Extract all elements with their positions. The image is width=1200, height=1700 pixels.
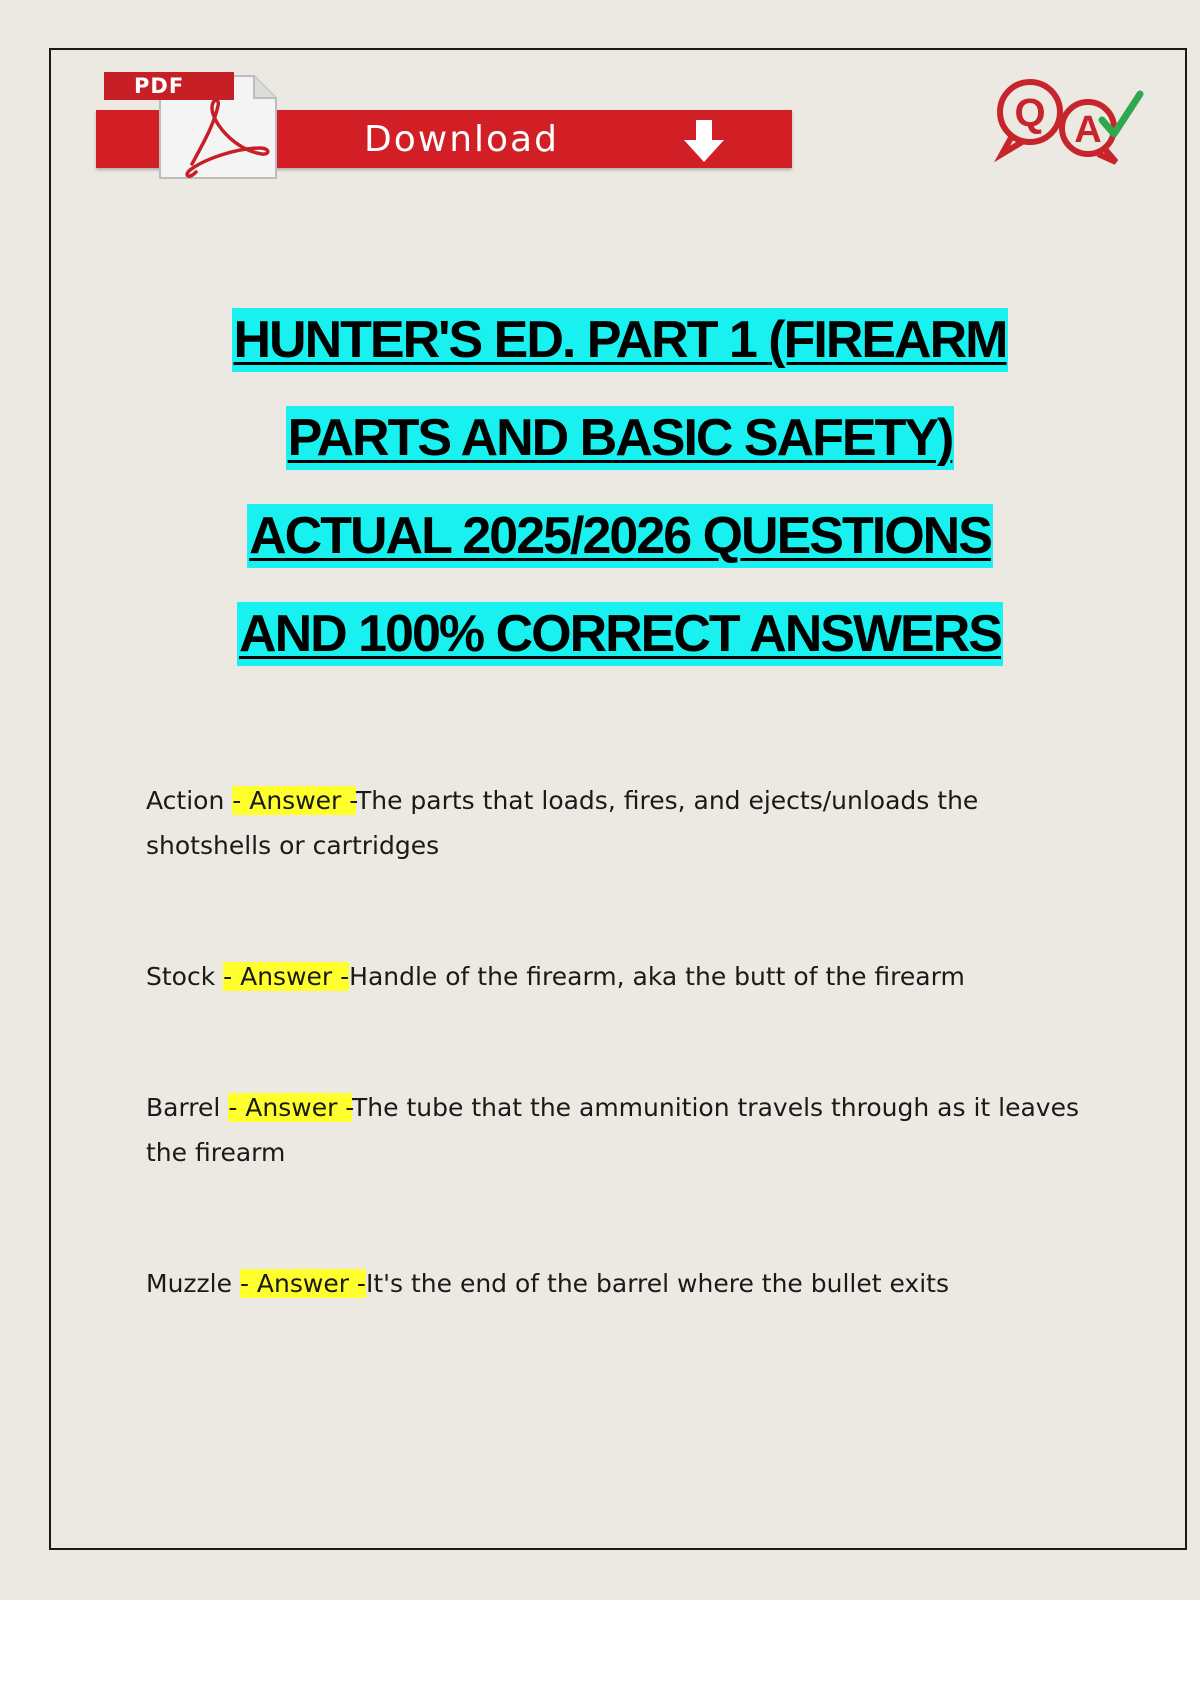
title-line: HUNTER'S ED. PART 1 (FIREARM <box>232 308 1009 372</box>
qa-term: Stock <box>146 962 224 991</box>
qa-answer: It's the end of the barrel where the bullet exits <box>365 1269 949 1298</box>
qa-term: Action <box>146 786 233 815</box>
answer-marker: - Answer - <box>223 962 350 991</box>
download-label[interactable]: Download <box>364 119 559 160</box>
answer-marker: - Answer - <box>232 786 356 815</box>
answer-marker: - Answer - <box>228 1093 353 1122</box>
qa-logo-q: Q <box>1014 91 1046 135</box>
qa-entry-action <box>146 778 1086 868</box>
qa-answer: The tube that the ammunition travels through as it leaves the firearm <box>146 1093 1080 1167</box>
download-arrow-icon[interactable] <box>681 116 727 166</box>
answer-marker: - Answer - <box>239 1269 366 1298</box>
title-line: PARTS AND BASIC SAFETY) <box>286 406 955 470</box>
qa-logo <box>990 70 1155 170</box>
qa-entry-stock <box>146 954 1086 999</box>
document-title <box>140 308 1100 700</box>
qa-logo-a: A <box>1074 109 1102 151</box>
title-line: AND 100% CORRECT ANSWERS <box>237 602 1003 666</box>
pdf-tag: PDF <box>104 72 234 100</box>
qa-answer: The parts that loads, fires, and ejects/unloads the shotshells or cartridges <box>146 786 979 860</box>
qa-answer: Handle of the firearm, aka the butt of the firearm <box>349 962 965 991</box>
qa-term: Muzzle <box>146 1269 240 1298</box>
qa-term: Barrel <box>146 1093 229 1122</box>
title-line: ACTUAL 2025/2026 QUESTIONS <box>247 504 993 568</box>
qa-entry-muzzle <box>146 1261 1086 1306</box>
qa-entry-barrel <box>146 1085 1086 1175</box>
pdf-download-banner[interactable] <box>96 72 796 182</box>
